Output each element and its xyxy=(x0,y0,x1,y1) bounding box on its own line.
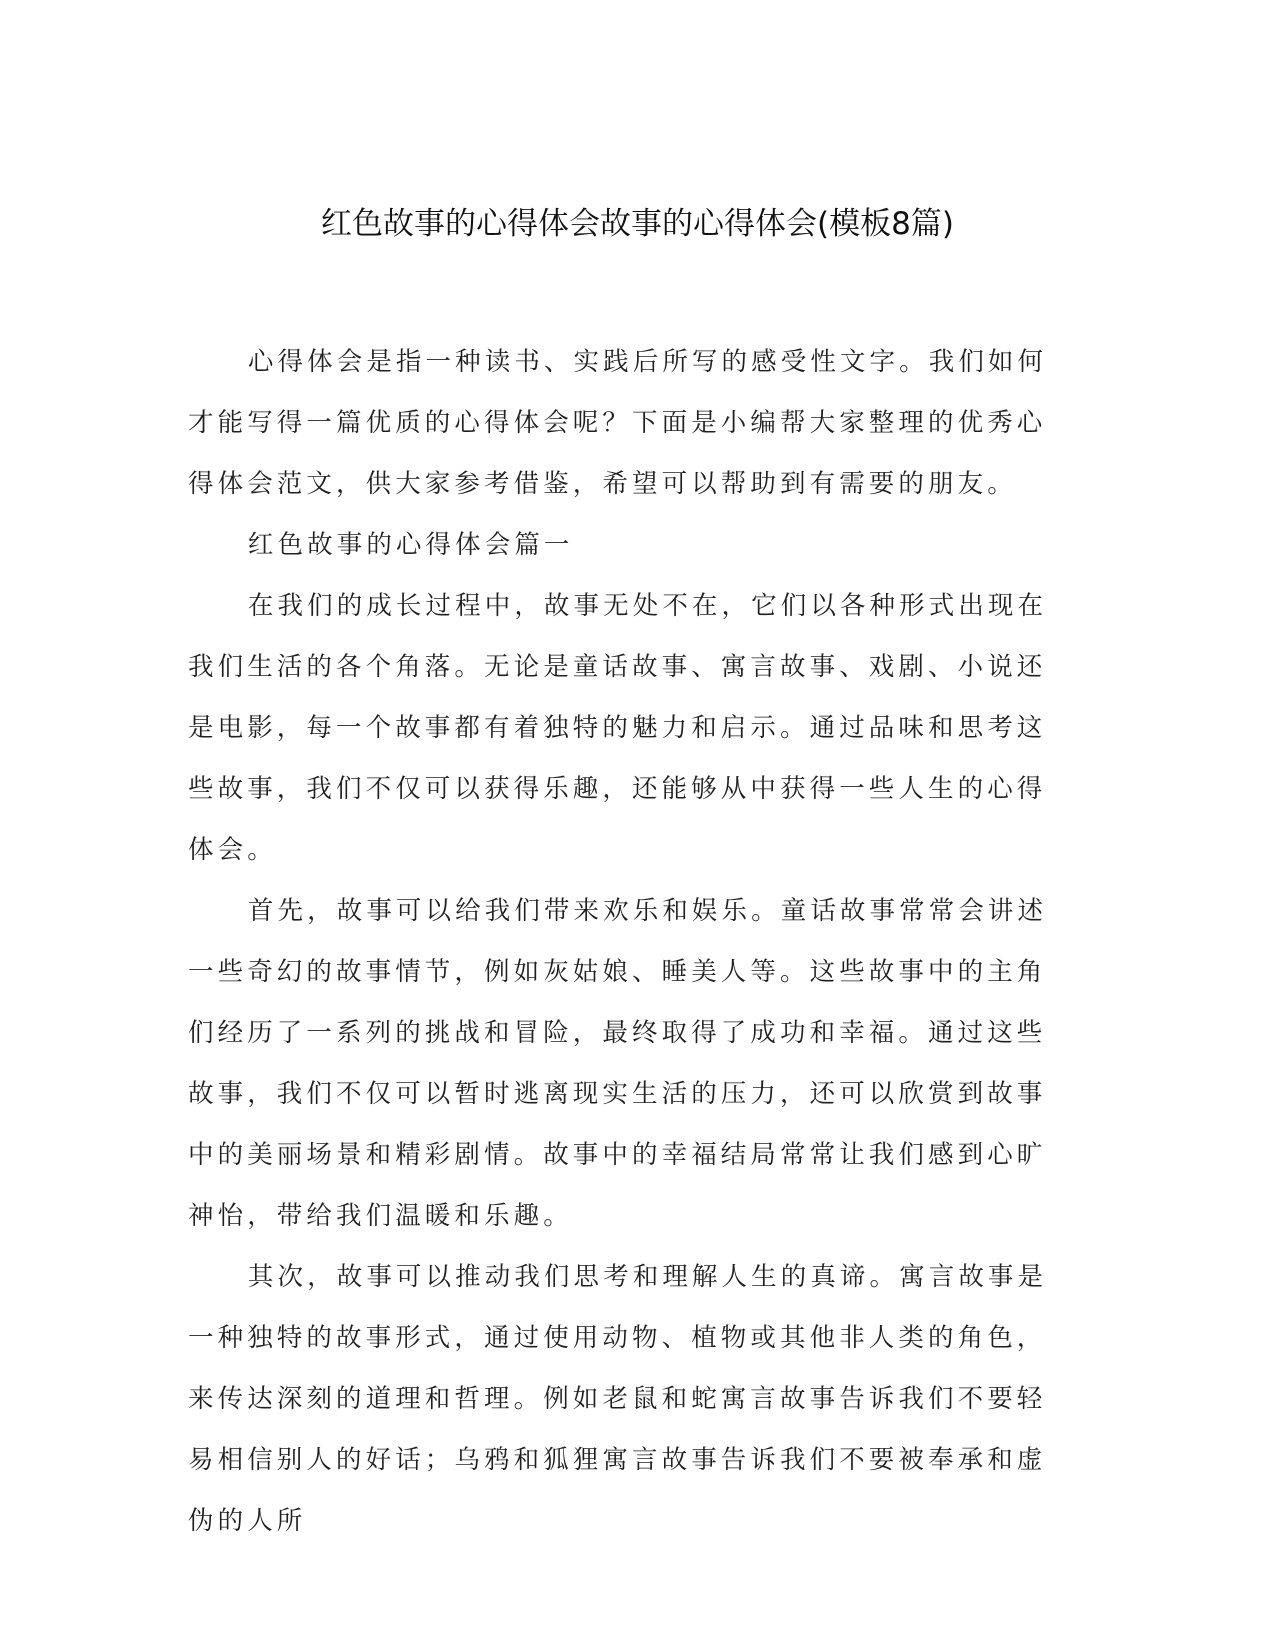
section-heading: 红色故事的心得体会篇一 xyxy=(247,530,574,560)
intro-paragraph: 心得体会是指一种读书、实践后所写的感受性文字。我们如何才能写得一篇优质的心得体会呢？下面是小编帮大家整理的优秀心得体会范文，供大家参考借鉴，希望可以帮助到有需要的朋友。 xyxy=(188,347,1048,499)
body-paragraph: 在我们的成长过程中，故事无处不在，它们以各种形式出现在我们生活的各个角落。无论是童话故事、寓言故事、戏剧、小说还是电影，每一个故事都有着独特的魅力和启示。通过品味和思考这些故事，我们不仅可以获得乐趣，还能够从中获得一些人生的心得体会。 xyxy=(188,591,1048,865)
body-paragraph: 其次，故事可以推动我们思考和理解人生的真谛。寓言故事是一种独特的故事形式，通过使用动物、植物或其他非人类的角色，来传达深刻的道理和哲理。例如老鼠和蛇寓言故事告诉我们不要轻易相信别人的好话；乌鸦和狐狸寓言故事告诉我们不要被奉承和虚伪的人所 xyxy=(188,1262,1048,1536)
document-body xyxy=(188,332,1063,1552)
body-paragraph: 首先，故事可以给我们带来欢乐和娱乐。童话故事常常会讲述一些奇幻的故事情节，例如灰姑娘、睡美人等。这些故事中的主角们经历了一系列的挑战和冒险，最终取得了成功和幸福。通过这些故事，我们不仅可以暂时逃离现实生活的压力，还可以欣赏到故事中的美丽场景和精彩剧情。故事中的幸福结局常常让我们感到心旷神怡，带给我们温暖和乐趣。 xyxy=(188,896,1048,1231)
document-title: 红色故事的心得体会故事的心得体会(模板8篇) xyxy=(321,206,954,242)
